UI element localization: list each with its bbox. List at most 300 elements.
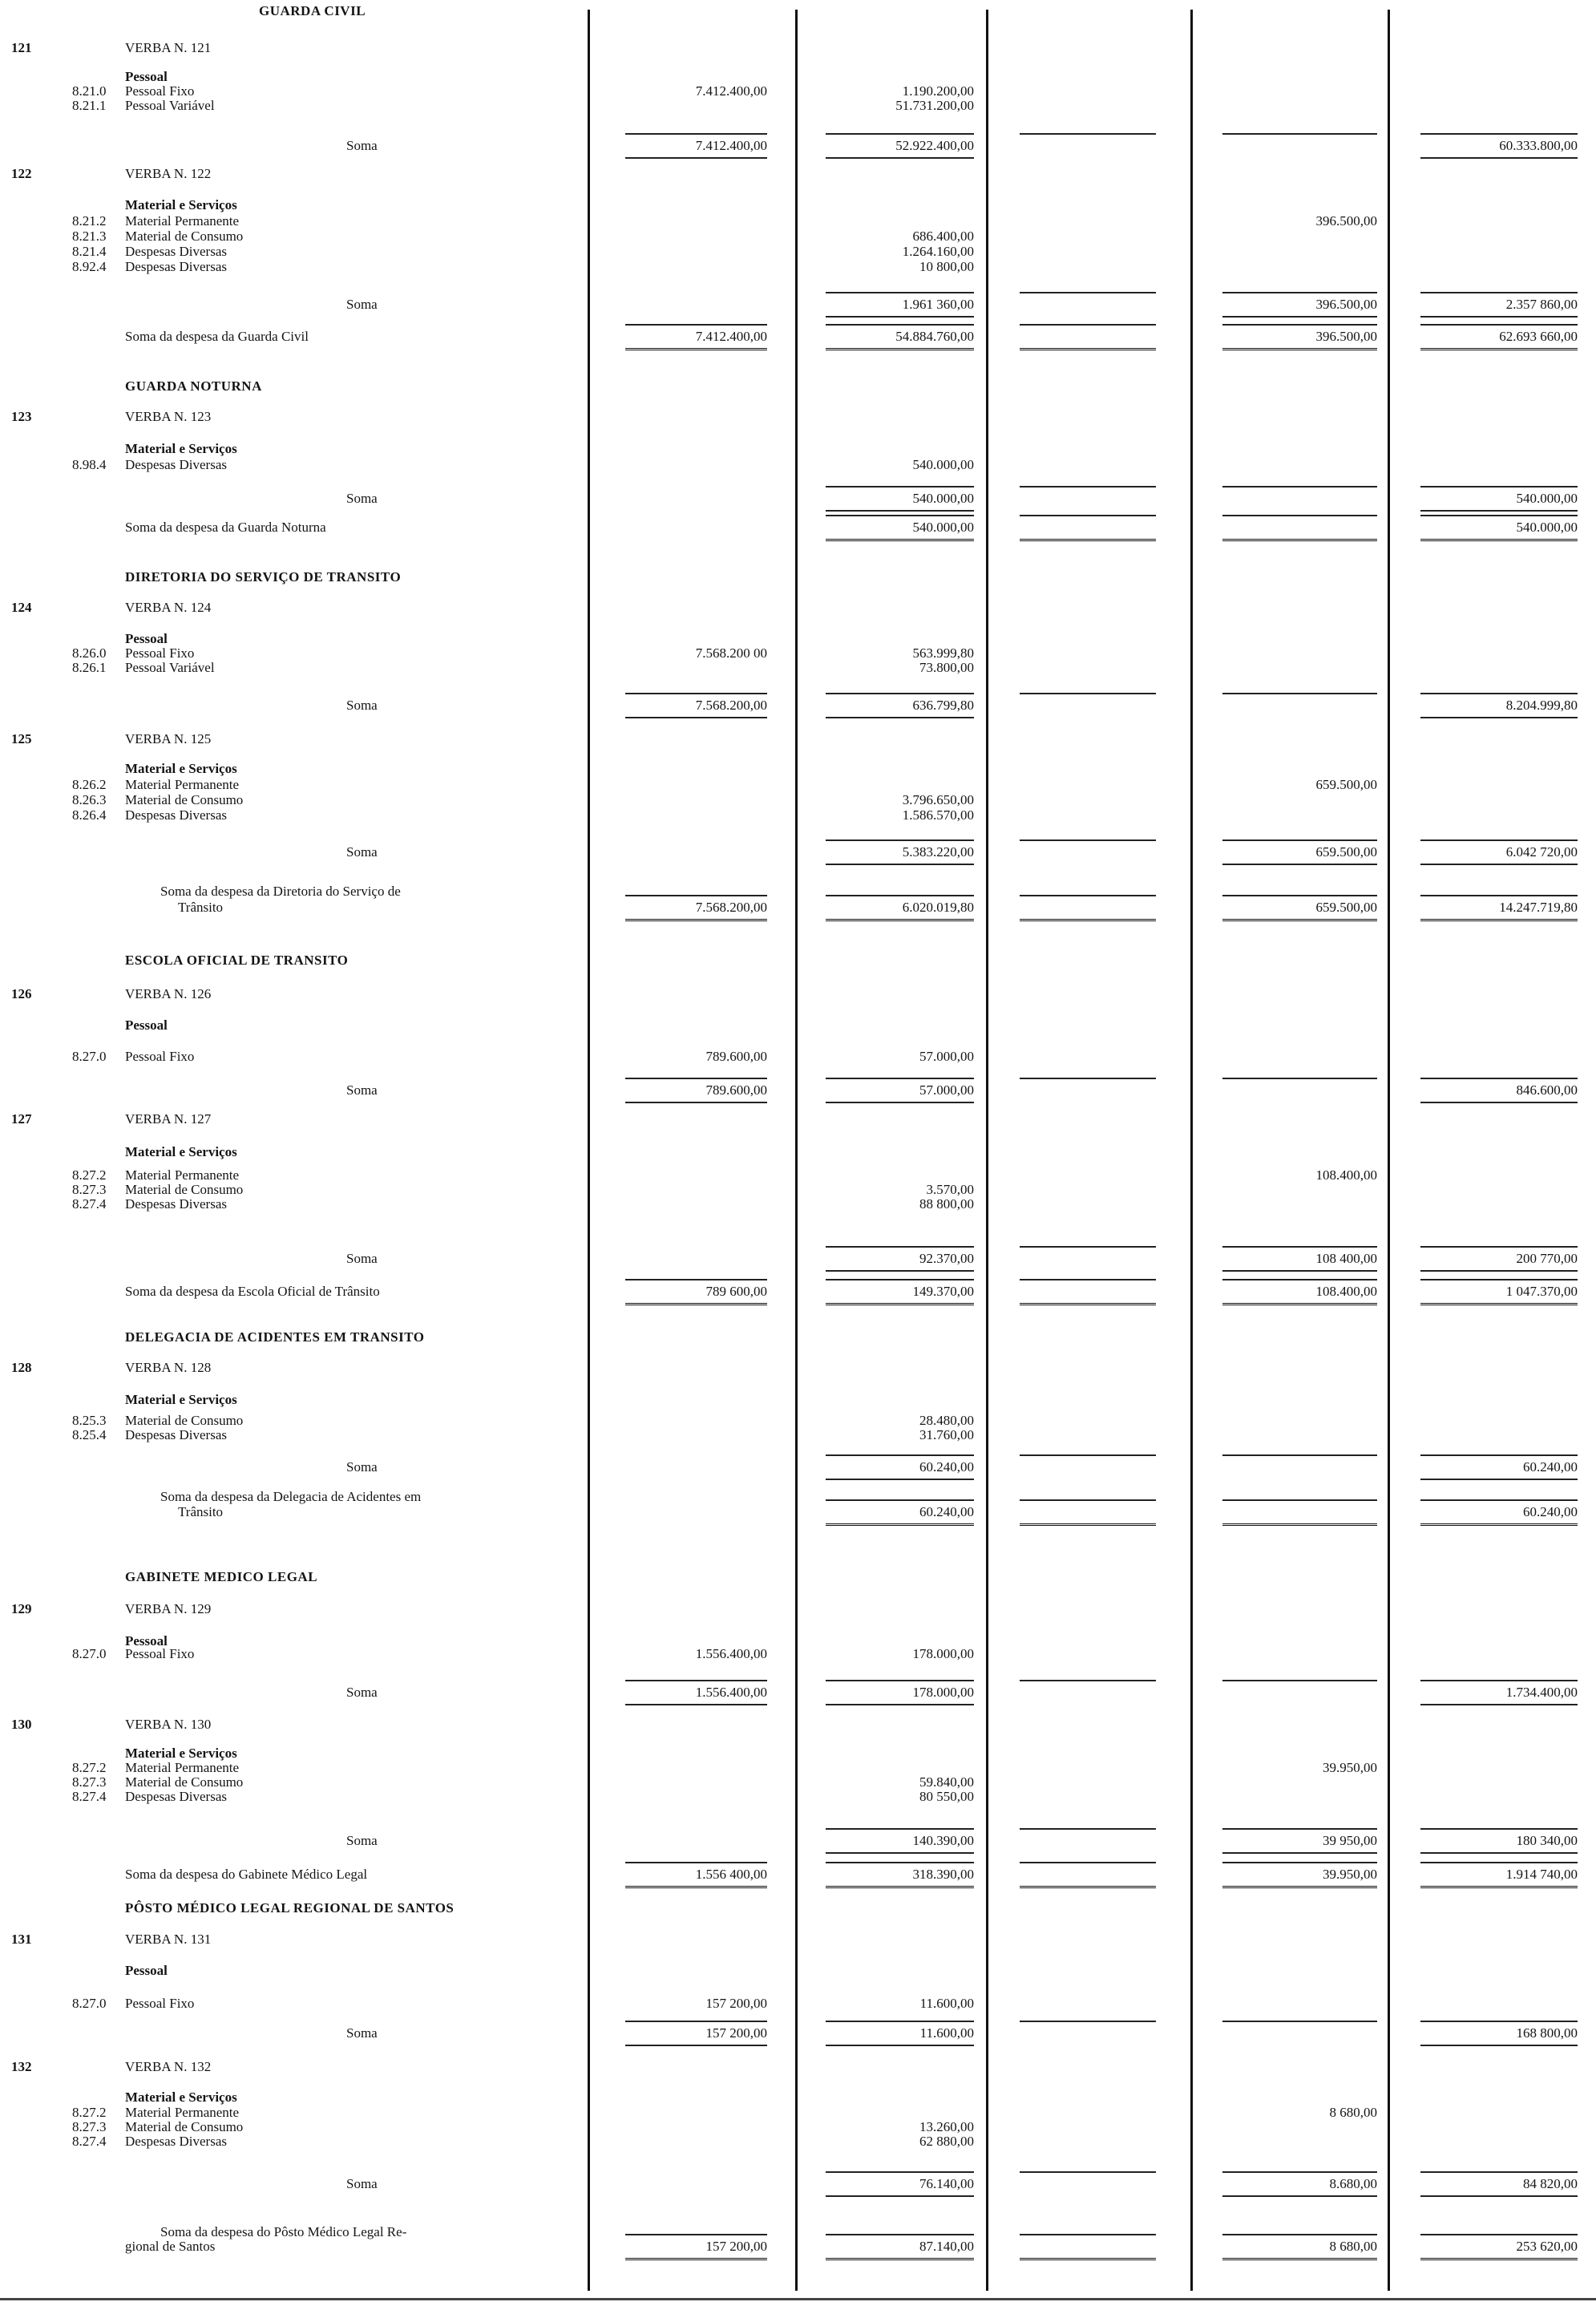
row-label: Material de Consumo [125, 792, 244, 807]
row-label: Trânsito [178, 1504, 224, 1519]
table-row [0, 213, 1596, 229]
row-label: Soma [346, 1685, 378, 1700]
total-row [0, 2239, 1596, 2255]
above-rule-v1 [625, 324, 767, 326]
above-rule-v5 [1420, 693, 1578, 694]
row-label: Soma [346, 1833, 378, 1848]
value-v5: 6.042 720,00 [1505, 844, 1578, 860]
above-rule-v5 [1420, 1862, 1578, 1863]
table-row [0, 1182, 1596, 1198]
value-v1: 789.600,00 [705, 1082, 767, 1098]
below-rule-v2 [826, 2195, 974, 2197]
above-rule-v5 [1420, 292, 1578, 293]
table-row [0, 777, 1596, 793]
value-v2: 80 550,00 [919, 1789, 974, 1804]
row-label: Pessoal Fixo [125, 83, 195, 99]
above-rule-v2 [826, 515, 974, 516]
section-title: GUARDA NOTURNA [125, 378, 262, 394]
value-v5: 253 620,00 [1516, 2239, 1578, 2254]
below-rule-v5 [1420, 864, 1578, 865]
above-rule-v3 [1020, 895, 1156, 896]
above-rule-v5 [1420, 486, 1578, 487]
row-label: Pessoal Fixo [125, 1049, 195, 1064]
above-rule-v3 [1020, 1279, 1156, 1280]
below-rule-v2 [826, 1852, 974, 1854]
above-rule-v2 [826, 895, 974, 896]
value-v5: 540.000,00 [1516, 520, 1578, 535]
subtotal-row [0, 1459, 1596, 1475]
subtotal-row [0, 297, 1596, 313]
above-rule-v2 [826, 2171, 974, 2173]
below-rule-v2 [826, 1102, 974, 1103]
table-row [0, 441, 1596, 457]
row-label: Soma [346, 297, 378, 312]
value-v2: 3.796.650,00 [902, 792, 974, 807]
value-v2: 563.999,80 [912, 645, 974, 661]
table-row [0, 1144, 1596, 1160]
below-rule-v3 [1020, 919, 1156, 924]
below-rule-v3 [1020, 1303, 1156, 1308]
value-v5: 84 820,00 [1523, 2176, 1578, 2191]
below-rule-v1 [625, 2045, 767, 2046]
above-rule-v4 [1222, 324, 1377, 326]
value-v2: 140.390,00 [912, 1833, 974, 1848]
table-row [0, 731, 1596, 747]
row-label: Pessoal Variável [125, 660, 215, 675]
below-rule-v5 [1420, 1523, 1578, 1528]
below-rule-v2 [826, 157, 974, 159]
above-rule-v5 [1420, 1499, 1578, 1501]
table-row [0, 1489, 1596, 1505]
below-rule-v5 [1420, 316, 1578, 318]
above-rule-v5 [1420, 1246, 1578, 1248]
account-code: 8.26.2 [72, 777, 107, 792]
value-v2: 1.264.160,00 [902, 244, 974, 259]
row-label: Soma da despesa da Guarda Noturna [125, 520, 326, 535]
above-rule-v2 [826, 1862, 974, 1863]
below-rule-v2 [826, 1270, 974, 1272]
value-v2: 11.600,00 [919, 1996, 974, 2011]
below-rule-v5 [1420, 1852, 1578, 1854]
value-v2: 686.400,00 [912, 229, 974, 244]
total-row [0, 1284, 1596, 1300]
value-v1: 157 200,00 [705, 2025, 767, 2041]
below-rule-v2 [826, 864, 974, 865]
table-row [0, 645, 1596, 661]
row-label: VERBA N. 129 [125, 1601, 212, 1616]
above-rule-v5 [1420, 515, 1578, 516]
row-label: Despesas Diversas [125, 457, 227, 472]
above-rule-v5 [1420, 2234, 1578, 2235]
subtotal-row [0, 1685, 1596, 1701]
total-row [0, 1504, 1596, 1520]
below-rule-v4 [1222, 864, 1377, 865]
table-row [0, 2090, 1596, 2106]
value-v2: 92.370,00 [919, 1251, 974, 1266]
row-label: Soma [346, 2025, 378, 2041]
verba-number: 122 [11, 166, 32, 181]
above-rule-v2 [826, 2021, 974, 2022]
above-rule-v1 [625, 693, 767, 694]
section-heading-row [0, 3, 1596, 19]
account-code: 8.25.3 [72, 1413, 107, 1428]
value-v2: 540.000,00 [912, 457, 974, 472]
below-rule-v5 [1420, 1270, 1578, 1272]
account-code: 8.98.4 [72, 457, 107, 472]
value-v1: 1.556.400,00 [695, 1685, 767, 1700]
value-v1: 157 200,00 [705, 1996, 767, 2011]
row-label: Pessoal [125, 1633, 168, 1649]
above-rule-v4 [1222, 515, 1377, 516]
section-title: PÔSTO MÉDICO LEGAL REGIONAL DE SANTOS [125, 1900, 455, 1916]
below-rule-v2 [826, 1523, 974, 1528]
section-title: DELEGACIA DE ACIDENTES EM TRANSITO [125, 1329, 425, 1345]
value-v2: 62 880,00 [919, 2134, 974, 2149]
row-label: VERBA N. 132 [125, 2059, 212, 2074]
value-v2: 149.370,00 [912, 1284, 974, 1299]
subtotal-row [0, 2025, 1596, 2041]
value-v5: 62.693 660,00 [1499, 329, 1578, 344]
row-label: Soma [346, 138, 378, 153]
value-v5: 60.240,00 [1523, 1459, 1578, 1475]
value-v2: 51.731.200,00 [895, 98, 974, 113]
above-rule-v1 [625, 895, 767, 896]
below-rule-v5 [1420, 1479, 1578, 1480]
value-v5: 60.240,00 [1523, 1504, 1578, 1519]
value-v5: 540.000,00 [1516, 491, 1578, 506]
below-rule-v5 [1420, 1303, 1578, 1308]
below-rule-v5 [1420, 1886, 1578, 1891]
below-rule-v5 [1420, 717, 1578, 718]
above-rule-v3 [1020, 292, 1156, 293]
row-label: VERBA N. 127 [125, 1111, 212, 1127]
below-rule-v4 [1222, 1523, 1377, 1528]
above-rule-v1 [625, 1279, 767, 1280]
row-label: Despesas Diversas [125, 1427, 227, 1442]
row-label: Soma da despesa da Delegacia de Acidentes em [160, 1489, 422, 1504]
below-rule-v5 [1420, 348, 1578, 353]
above-rule-v4 [1222, 133, 1377, 135]
above-rule-v5 [1420, 324, 1578, 326]
section-heading-row [0, 953, 1596, 969]
value-v4: 396.500,00 [1315, 329, 1377, 344]
table-row [0, 1996, 1596, 2012]
below-rule-v1 [625, 1704, 767, 1705]
value-v1: 157 200,00 [705, 2239, 767, 2254]
row-label: Material e Serviços [125, 441, 237, 456]
above-rule-v1 [625, 2234, 767, 2235]
below-rule-v5 [1420, 919, 1578, 924]
above-rule-v4 [1222, 1279, 1377, 1280]
row-label: Material Permanente [125, 1167, 240, 1183]
table-row [0, 2105, 1596, 2121]
value-v2: 60.240,00 [919, 1504, 974, 1519]
row-label: Material e Serviços [125, 2090, 237, 2105]
verba-number: 130 [11, 1717, 32, 1732]
row-label: Material de Consumo [125, 1182, 244, 1197]
below-rule-v1 [625, 1886, 767, 1891]
row-label: Despesas Diversas [125, 807, 227, 823]
row-label: Pessoal Fixo [125, 645, 195, 661]
value-v2: 28.480,00 [919, 1413, 974, 1428]
table-row [0, 1789, 1596, 1805]
row-label: VERBA N. 126 [125, 986, 212, 1001]
below-rule-v4 [1222, 1303, 1377, 1308]
verba-number: 126 [11, 986, 32, 1001]
below-rule-v1 [625, 919, 767, 924]
above-rule-v3 [1020, 2234, 1156, 2235]
above-rule-v4 [1222, 1454, 1377, 1456]
verba-number: 132 [11, 2059, 32, 2074]
subtotal-row [0, 1251, 1596, 1267]
above-rule-v5 [1420, 1680, 1578, 1681]
verba-number: 131 [11, 1932, 32, 1947]
value-v2: 540.000,00 [912, 491, 974, 506]
row-label: VERBA N. 130 [125, 1717, 212, 1732]
above-rule-v3 [1020, 1862, 1156, 1863]
above-rule-v5 [1420, 1078, 1578, 1079]
value-v2: 10 800,00 [919, 259, 974, 274]
value-v4: 8.680,00 [1329, 2176, 1377, 2191]
section-heading-row [0, 378, 1596, 394]
value-v5: 200 770,00 [1516, 1251, 1578, 1266]
value-v1: 1.556.400,00 [695, 1646, 767, 1661]
account-code: 8.27.3 [72, 1774, 107, 1790]
row-label: Pessoal Variável [125, 98, 215, 113]
section-heading-row [0, 569, 1596, 585]
row-label: Soma da despesa da Guarda Civil [125, 329, 309, 344]
table-row [0, 600, 1596, 616]
table-row [0, 884, 1596, 900]
below-rule-v4 [1222, 1886, 1377, 1891]
above-rule-v3 [1020, 1499, 1156, 1501]
row-label: VERBA N. 121 [125, 40, 212, 55]
row-label: Material Permanente [125, 213, 240, 229]
value-v4: 108 400,00 [1315, 1251, 1377, 1266]
row-label: Material e Serviços [125, 761, 237, 776]
row-label: Soma [346, 844, 378, 860]
value-v1: 7.568.200,00 [695, 900, 767, 915]
section-title: GUARDA CIVIL [259, 3, 366, 18]
value-v4: 108.400,00 [1315, 1284, 1377, 1299]
row-label: Despesas Diversas [125, 1789, 227, 1804]
above-rule-v5 [1420, 2021, 1578, 2022]
above-rule-v4 [1222, 1499, 1377, 1501]
value-v2: 6.020.019,80 [902, 900, 974, 915]
value-v2: 57.000,00 [919, 1082, 974, 1098]
row-label: Soma da despesa do Gabinete Médico Legal [125, 1867, 368, 1882]
subtotal-row [0, 844, 1596, 860]
row-label: Despesas Diversas [125, 1196, 227, 1212]
above-rule-v4 [1222, 1246, 1377, 1248]
value-v1: 7.568.200 00 [695, 645, 767, 661]
value-v5: 1.734.400,00 [1505, 1685, 1578, 1700]
value-v4: 8 680,00 [1329, 2105, 1377, 2120]
above-rule-v4 [1222, 693, 1377, 694]
row-label: VERBA N. 122 [125, 166, 212, 181]
section-title: GABINETE MEDICO LEGAL [125, 1569, 318, 1584]
section-title: DIRETORIA DO SERVIÇO DE TRANSITO [125, 569, 402, 585]
table-row [0, 792, 1596, 808]
above-rule-v5 [1420, 2171, 1578, 2173]
account-code: 8.21.1 [72, 98, 107, 113]
above-rule-v4 [1222, 1680, 1377, 1681]
value-v1: 789 600,00 [705, 1284, 767, 1299]
below-rule-v3 [1020, 2258, 1156, 2263]
above-rule-v3 [1020, 1454, 1156, 1456]
above-rule-v3 [1020, 1246, 1156, 1248]
below-rule-v4 [1222, 1270, 1377, 1272]
value-v2: 318.390,00 [912, 1867, 974, 1882]
above-rule-v1 [625, 2021, 767, 2022]
above-rule-v2 [826, 292, 974, 293]
value-v5: 2.357 860,00 [1505, 297, 1578, 312]
row-label: Soma [346, 491, 378, 506]
above-rule-v2 [826, 1499, 974, 1501]
above-rule-v3 [1020, 2021, 1156, 2022]
row-label: Pessoal Fixo [125, 1646, 195, 1661]
row-label: Material e Serviços [125, 1144, 237, 1159]
above-rule-v2 [826, 486, 974, 487]
above-rule-v3 [1020, 2171, 1156, 2173]
row-label: Despesas Diversas [125, 2134, 227, 2149]
above-rule-v5 [1420, 839, 1578, 841]
account-code: 8.27.0 [72, 1996, 107, 2011]
below-rule-v1 [625, 1303, 767, 1308]
row-label: Trânsito [178, 900, 224, 915]
subtotal-row [0, 491, 1596, 507]
value-v2: 5.383.220,00 [902, 844, 974, 860]
table-row [0, 69, 1596, 85]
row-label: gional de Santos [125, 2239, 216, 2254]
above-rule-v3 [1020, 1680, 1156, 1681]
value-v2: 76.140,00 [919, 2176, 974, 2191]
table-row [0, 1963, 1596, 1979]
row-label: Pessoal [125, 1017, 168, 1033]
table-row [0, 1646, 1596, 1662]
above-rule-v2 [826, 1246, 974, 1248]
account-code: 8.21.3 [72, 229, 107, 244]
account-code: 8.27.0 [72, 1049, 107, 1064]
table-row [0, 83, 1596, 99]
value-v2: 1.190.200,00 [902, 83, 974, 99]
account-code: 8.27.2 [72, 2105, 107, 2120]
above-rule-v5 [1420, 895, 1578, 896]
verba-number: 121 [11, 40, 32, 55]
account-code: 8.21.2 [72, 213, 107, 229]
account-code: 8.27.2 [72, 1760, 107, 1775]
above-rule-v3 [1020, 839, 1156, 841]
table-row [0, 457, 1596, 473]
verba-number: 128 [11, 1360, 32, 1375]
row-label: Material e Serviços [125, 1746, 237, 1761]
above-rule-v4 [1222, 1862, 1377, 1863]
account-code: 8.21.0 [72, 83, 107, 99]
above-rule-v4 [1222, 2234, 1377, 2235]
subtotal-row [0, 1833, 1596, 1849]
value-v2: 1.961 360,00 [902, 297, 974, 312]
table-row [0, 1760, 1596, 1776]
row-label: Material e Serviços [125, 197, 237, 212]
below-rule-v2 [826, 919, 974, 924]
value-v1: 7.412.400,00 [695, 138, 767, 153]
account-code: 8.27.2 [72, 1167, 107, 1183]
account-code: 8.27.3 [72, 2119, 107, 2134]
above-rule-v2 [826, 1454, 974, 1456]
row-label: Soma da despesa do Pôsto Médico Legal Re- [160, 2224, 407, 2239]
value-v1: 7.412.400,00 [695, 83, 767, 99]
verba-number: 129 [11, 1601, 32, 1616]
below-rule-v4 [1222, 348, 1377, 353]
value-v5: 8.204.999,80 [1505, 698, 1578, 713]
value-v4: 39 950,00 [1323, 1833, 1377, 1848]
below-rule-v5 [1420, 510, 1578, 512]
above-rule-v4 [1222, 1078, 1377, 1079]
below-rule-v4 [1222, 919, 1377, 924]
below-rule-v2 [826, 348, 974, 353]
below-rule-v4 [1222, 539, 1377, 544]
below-rule-v2 [826, 2258, 974, 2263]
value-v4: 39.950,00 [1323, 1760, 1377, 1775]
below-rule-v1 [625, 1102, 767, 1103]
above-rule-v3 [1020, 486, 1156, 487]
row-label: Material de Consumo [125, 229, 244, 244]
total-row [0, 900, 1596, 916]
value-v2: 57.000,00 [919, 1049, 974, 1064]
row-label: Material Permanente [125, 777, 240, 792]
below-rule-v3 [1020, 348, 1156, 353]
value-v4: 396.500,00 [1315, 297, 1377, 312]
value-v5: 180 340,00 [1516, 1833, 1578, 1848]
value-v2: 87.140,00 [919, 2239, 974, 2254]
table-row [0, 1017, 1596, 1034]
above-rule-v2 [826, 1078, 974, 1079]
value-v5: 14.247.719,80 [1499, 900, 1578, 915]
below-rule-v2 [826, 539, 974, 544]
above-rule-v4 [1222, 292, 1377, 293]
table-row [0, 807, 1596, 823]
value-v2: 73.800,00 [919, 660, 974, 675]
table-row [0, 409, 1596, 425]
subtotal-row [0, 138, 1596, 154]
table-row [0, 1111, 1596, 1127]
below-rule-v3 [1020, 539, 1156, 544]
account-code: 8.92.4 [72, 259, 107, 274]
subtotal-row [0, 2176, 1596, 2192]
above-rule-v4 [1222, 2171, 1377, 2173]
above-rule-v3 [1020, 324, 1156, 326]
below-rule-v1 [625, 157, 767, 159]
row-label: VERBA N. 124 [125, 600, 212, 615]
above-rule-v1 [625, 133, 767, 135]
value-v5: 1.914 740,00 [1505, 1867, 1578, 1882]
below-rule-v2 [826, 510, 974, 512]
below-rule-v5 [1420, 539, 1578, 544]
table-row [0, 259, 1596, 275]
table-row [0, 1932, 1596, 1948]
above-rule-v2 [826, 1680, 974, 1681]
below-rule-v2 [826, 1303, 974, 1308]
section-heading-row [0, 1900, 1596, 1916]
row-label: Pessoal [125, 69, 168, 84]
above-rule-v4 [1222, 1828, 1377, 1830]
above-rule-v3 [1020, 133, 1156, 135]
table-row [0, 197, 1596, 213]
value-v5: 1 047.370,00 [1505, 1284, 1578, 1299]
table-row [0, 229, 1596, 245]
above-rule-v4 [1222, 486, 1377, 487]
value-v2: 636.799,80 [912, 698, 974, 713]
